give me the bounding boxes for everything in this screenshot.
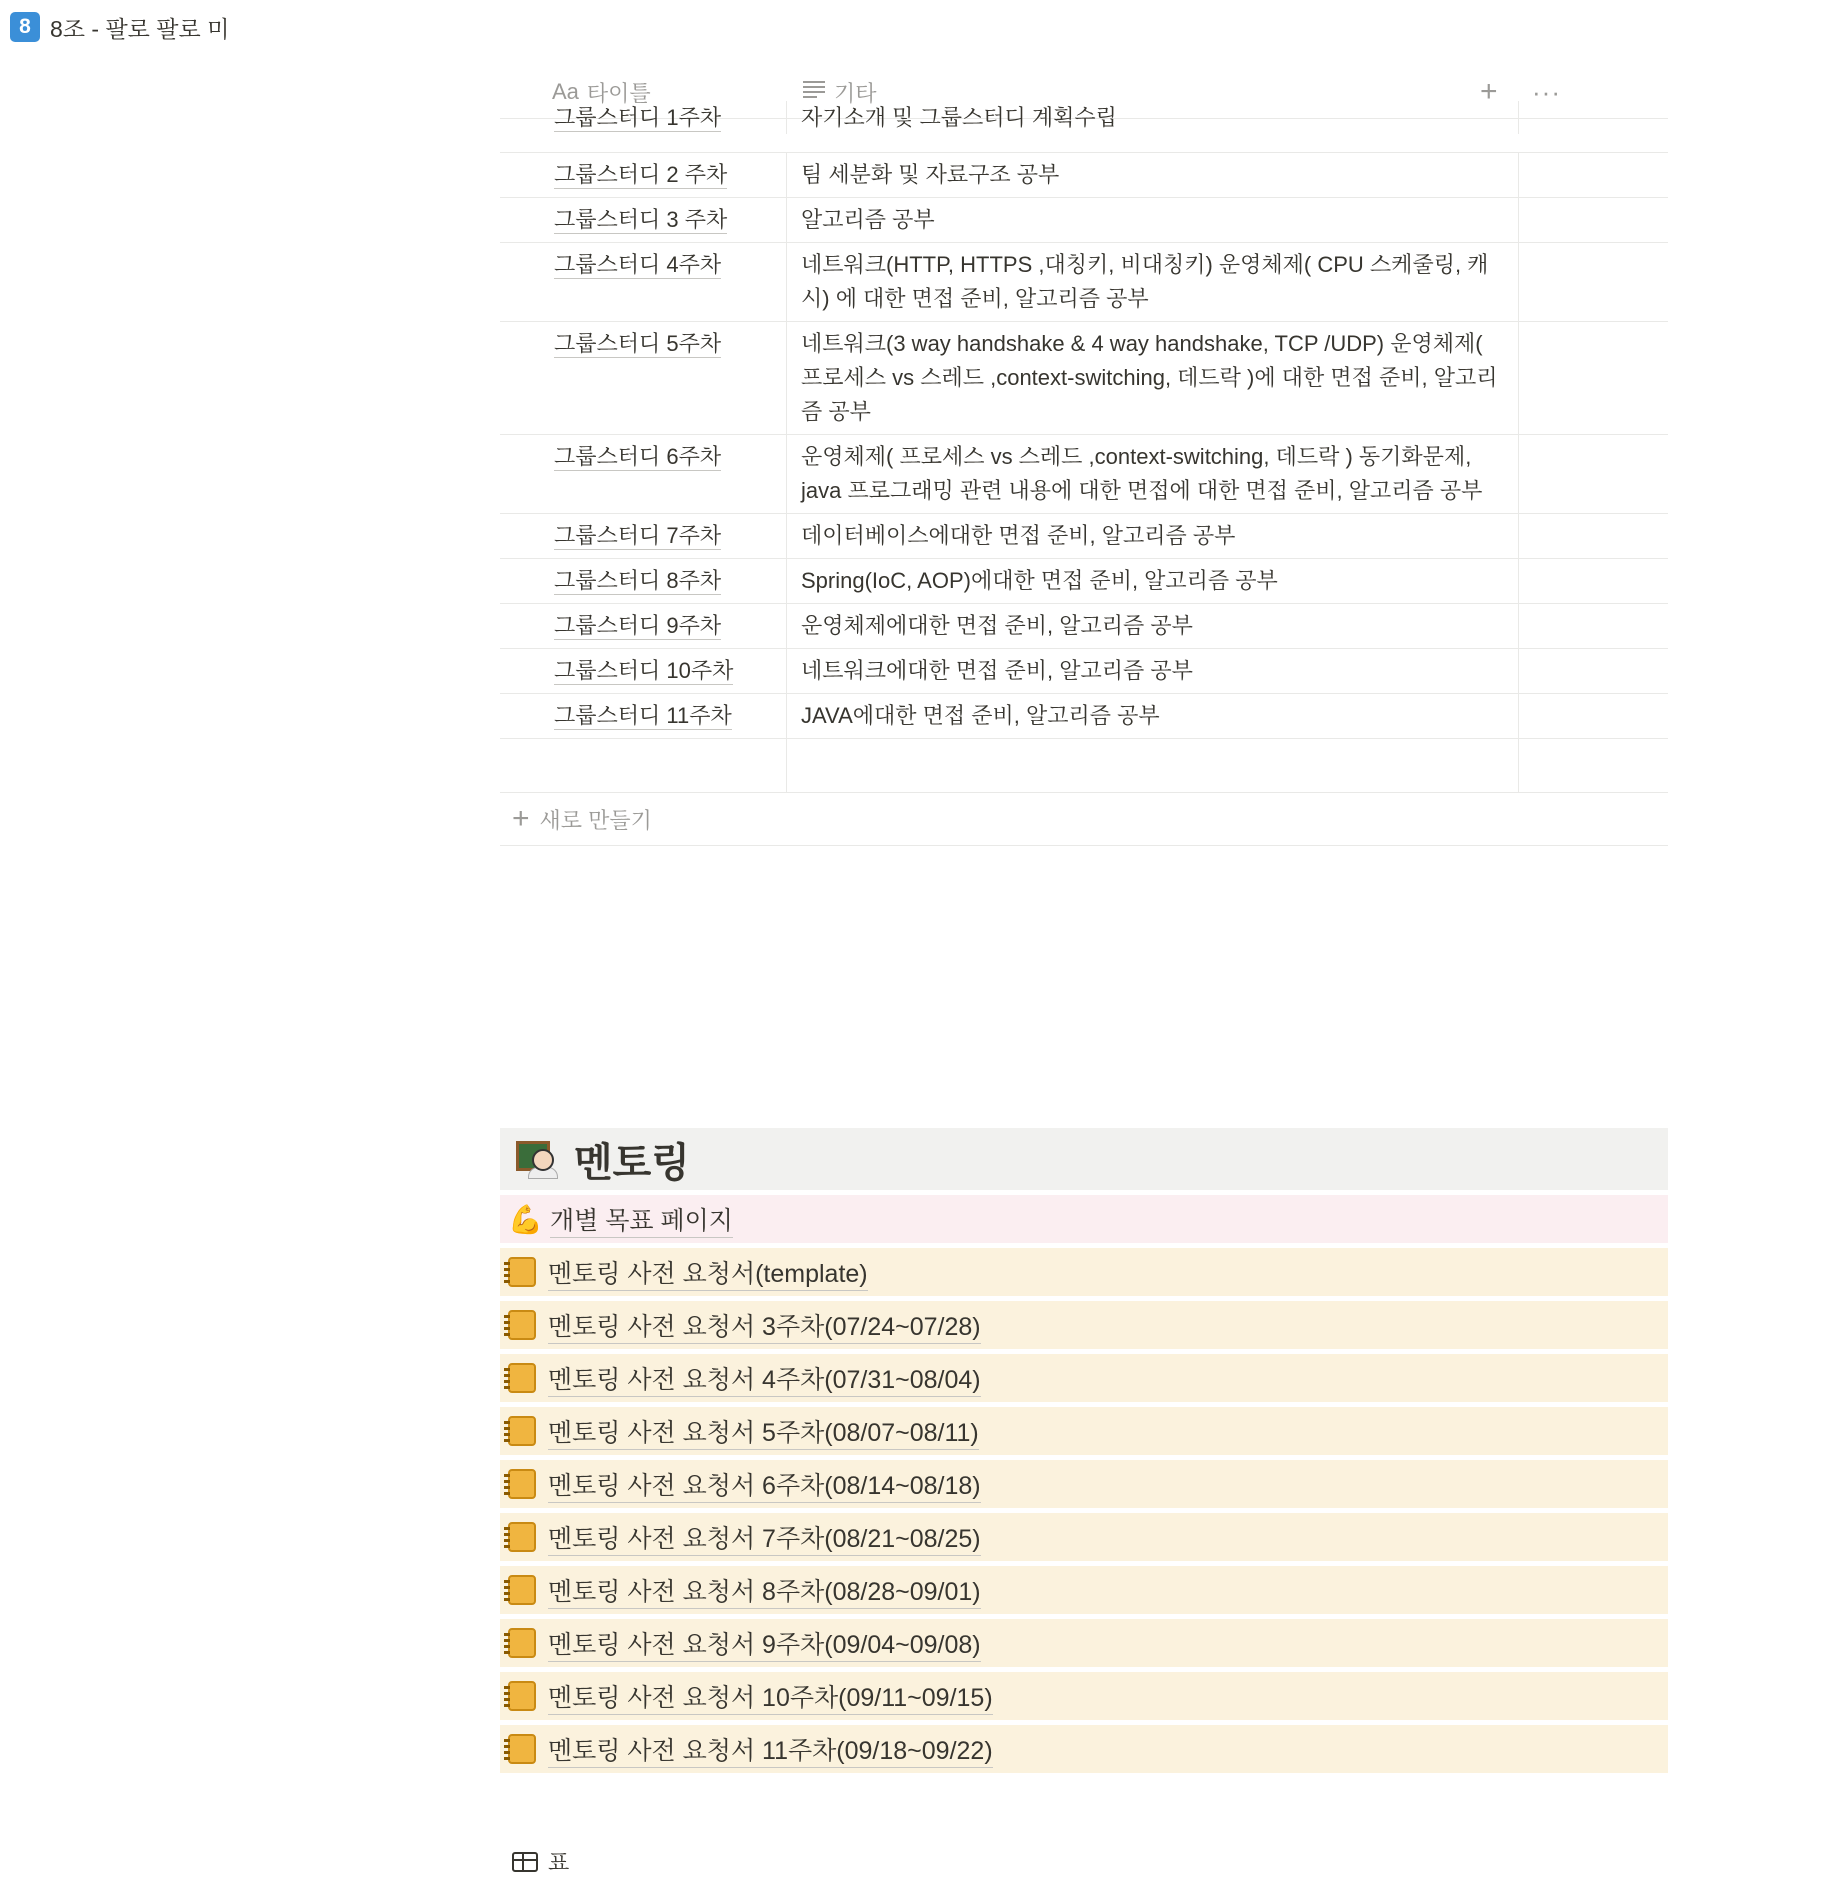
text-property-icon: Aa	[552, 79, 579, 104]
new-row-button[interactable]: + 새로 만들기	[500, 793, 1668, 846]
page-link-mentoring-request[interactable]: 멘토링 사전 요청서 6주차(08/14~08/18)	[500, 1460, 1668, 1508]
row-note[interactable]: 알고리즘 공부	[787, 198, 1519, 242]
page-link-mentoring-request[interactable]: 멘토링 사전 요청서 7주차(08/21~08/25)	[500, 1513, 1668, 1561]
table-row[interactable]	[500, 153, 1668, 198]
page-icon-badge: 8	[10, 12, 40, 42]
row-note[interactable]: JAVA에대한 면접 준비, 알고리즘 공부	[787, 694, 1519, 738]
row-note[interactable]: 자기소개 및 그룹스터디 계획수립	[787, 101, 1519, 134]
more-options-button[interactable]: ···	[1532, 76, 1561, 107]
plus-icon: +	[512, 802, 530, 835]
notebook-icon	[508, 1575, 536, 1605]
row-title[interactable]: 그룹스터디 5주차	[554, 331, 722, 356]
table-body	[500, 105, 1668, 793]
row-note[interactable]: Spring(IoC, AOP)에대한 면접 준비, 알고리즘 공부	[787, 559, 1519, 603]
table-row[interactable]	[500, 322, 1668, 435]
row-note[interactable]: 네트워크에대한 면접 준비, 알고리즘 공부	[787, 649, 1519, 693]
notebook-icon	[508, 1522, 536, 1552]
row-title[interactable]: 그룹스터디 7주차	[554, 523, 722, 548]
page-link-mentoring-request[interactable]: 멘토링 사전 요청서 4주차(07/31~08/04)	[500, 1354, 1668, 1402]
page-title[interactable]: 8조 - 팔로 팔로 미	[50, 15, 230, 42]
row-title[interactable]: 그룹스터디 6주차	[554, 444, 722, 469]
row-title[interactable]: 그룹스터디 11주차	[554, 703, 732, 728]
row-title[interactable]: 그룹스터디 10주차	[554, 658, 734, 683]
row-note[interactable]: 운영체제에대한 면접 준비, 알고리즘 공부	[787, 604, 1519, 648]
table-row[interactable]	[500, 435, 1668, 514]
notebook-icon	[508, 1257, 536, 1287]
table-row[interactable]	[500, 604, 1668, 649]
page-link-mentoring-request[interactable]: 멘토링 사전 요청서 10주차(09/11~09/15)	[500, 1672, 1668, 1720]
row-title[interactable]: 그룹스터디 1주차	[554, 105, 722, 130]
add-property-button[interactable]: +	[1480, 75, 1498, 108]
row-note[interactable]: 네트워크(3 way handshake & 4 way handshake, TCP /UDP) 운영체제( 프로세스 vs 스레드 ,context-switching, 데드락 )에 대한 면접 준비, 알고리즘 공부	[787, 322, 1519, 434]
flexed-arm-icon: 💪	[508, 1203, 543, 1235]
table-row[interactable]	[500, 243, 1668, 322]
page-link-mentoring-request[interactable]: 멘토링 사전 요청서 8주차(08/28~09/01)	[500, 1566, 1668, 1614]
table-view-tab[interactable]: 표	[512, 1846, 569, 1877]
row-note[interactable]: 데이터베이스에대한 면접 준비, 알고리즘 공부	[787, 514, 1519, 558]
page-link-mentoring-request[interactable]: 멘토링 사전 요청서 9주차(09/04~09/08)	[500, 1619, 1668, 1667]
breadcrumb[interactable]	[10, 10, 229, 44]
table-row[interactable]	[500, 198, 1668, 243]
table-row[interactable]	[500, 105, 1668, 153]
row-title[interactable]: 그룹스터디 4주차	[554, 252, 722, 277]
database-table	[500, 66, 1668, 846]
row-note[interactable]: 네트워크(HTTP, HTTPS ,대칭키, 비대칭키) 운영체제( CPU 스케줄링, 캐시) 에 대한 면접 준비, 알고리즘 공부	[787, 243, 1519, 321]
page-link-mentoring-request[interactable]: 멘토링 사전 요청서 5주차(08/07~08/11)	[500, 1407, 1668, 1455]
page-link-individual-goals[interactable]: 💪 개별 목표 페이지	[500, 1195, 1668, 1243]
notebook-icon	[508, 1310, 536, 1340]
table-row[interactable]	[500, 514, 1668, 559]
mentoring-section	[500, 1128, 1668, 1778]
teacher-icon	[516, 1139, 558, 1179]
notebook-icon	[508, 1628, 536, 1658]
page-link-mentoring-request[interactable]: 멘토링 사전 요청서 11주차(09/18~09/22)	[500, 1725, 1668, 1773]
row-note[interactable]: 운영체제( 프로세스 vs 스레드 ,context-switching, 데드락 ) 동기화문제, java 프로그래밍 관련 내용에 대한 면접에 대한 면접 준비, 알고리즘 공부	[787, 435, 1519, 513]
row-note[interactable]: 팀 세분화 및 자료구조 공부	[787, 153, 1519, 197]
table-row[interactable]	[500, 694, 1668, 739]
page-link-mentoring-request[interactable]: 멘토링 사전 요청서 3주차(07/24~07/28)	[500, 1301, 1668, 1349]
row-title[interactable]: 그룹스터디 9주차	[554, 613, 722, 638]
mentoring-heading[interactable]: 멘토링	[500, 1128, 1668, 1190]
page-link-mentoring-request[interactable]: 멘토링 사전 요청서(template)	[500, 1248, 1668, 1296]
row-title[interactable]: 그룹스터디 2 주차	[554, 162, 728, 187]
column-header-other[interactable]: 기타	[802, 66, 877, 118]
notebook-icon	[508, 1681, 536, 1711]
row-title[interactable]: 그룹스터디 3 주차	[554, 207, 728, 232]
column-header-title[interactable]: Aa 타이틀	[552, 79, 651, 106]
table-row[interactable]	[500, 649, 1668, 694]
notebook-icon	[508, 1363, 536, 1393]
notebook-icon	[508, 1469, 536, 1499]
row-title[interactable]: 그룹스터디 8주차	[554, 568, 722, 593]
empty-table-row[interactable]	[500, 739, 1668, 793]
table-row[interactable]	[500, 559, 1668, 604]
notebook-icon	[508, 1734, 536, 1764]
notebook-icon	[508, 1416, 536, 1446]
table-icon	[512, 1852, 538, 1872]
